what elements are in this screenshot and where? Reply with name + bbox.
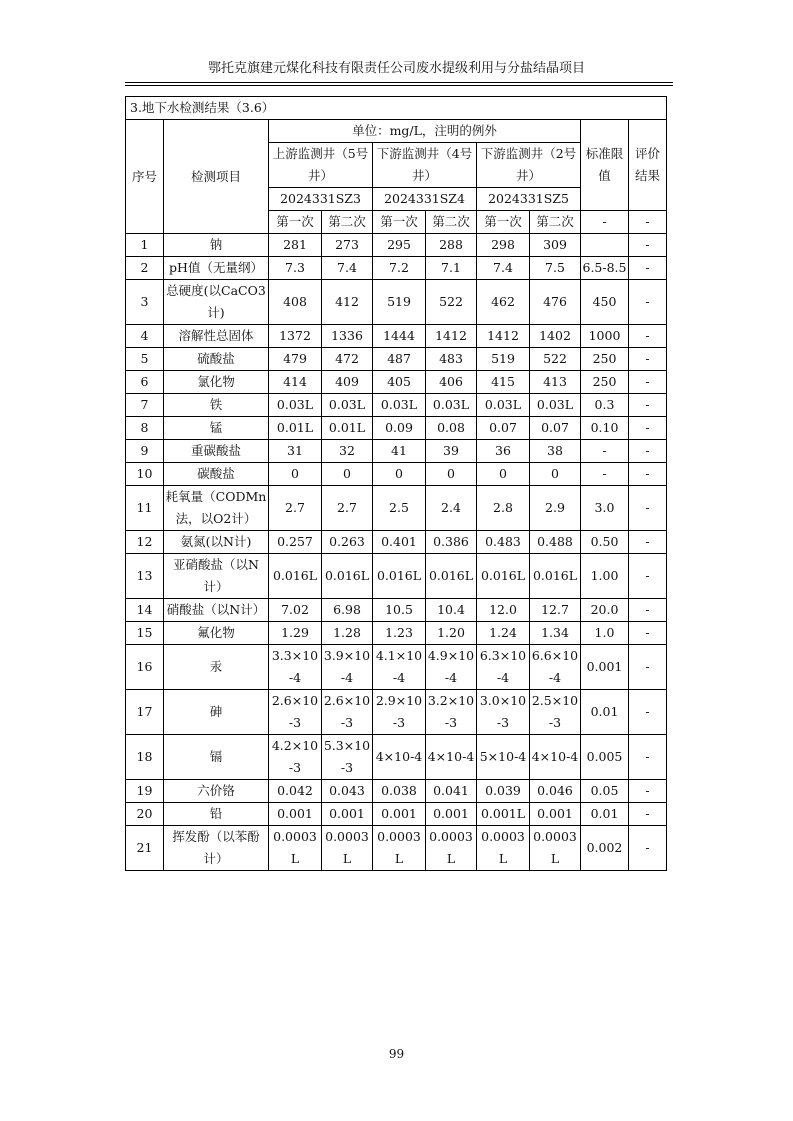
measured-value: 1.23 — [373, 622, 426, 645]
measured-value: 476 — [530, 280, 581, 325]
measured-value: 1.29 — [269, 622, 322, 645]
measured-value: 41 — [373, 440, 426, 463]
table-row — [126, 280, 667, 325]
measured-value: 0.016L — [269, 554, 322, 599]
row-number: 2 — [126, 257, 164, 280]
test-item: 氟化物 — [164, 622, 269, 645]
measured-value: 0.046 — [530, 780, 581, 803]
measured-value: 6.6×10-4 — [530, 645, 581, 690]
measured-value: 281 — [269, 234, 322, 257]
measured-value: 0.03L — [477, 394, 530, 417]
measured-value: 3.3×10-4 — [269, 645, 322, 690]
document-header: 鄂托克旗建元煤化科技有限责任公司废水提级利用与分盐结晶项目 — [207, 61, 585, 76]
test-item: 氯化物 — [164, 371, 269, 394]
measured-value: 0.03L — [269, 394, 322, 417]
measured-value: 1.34 — [530, 622, 581, 645]
section-title: 3.地下水检测结果（3.6） — [126, 97, 667, 120]
measured-value: 522 — [530, 348, 581, 371]
measured-value: 0.01L — [322, 417, 373, 440]
measured-value: 6.3×10-4 — [477, 645, 530, 690]
measured-value: 0.01L — [269, 417, 322, 440]
table-row — [126, 622, 667, 645]
col-header-standard: 标准限值 — [581, 120, 629, 211]
measured-value: 12.7 — [530, 599, 581, 622]
measured-value: 2.7 — [269, 486, 322, 531]
evaluation-result: - — [629, 554, 667, 599]
measured-value: 295 — [373, 234, 426, 257]
standard-limit: 0.05 — [581, 780, 629, 803]
table-row — [126, 690, 667, 735]
measured-value: 0 — [269, 463, 322, 486]
measured-value: 2.5×10-3 — [530, 690, 581, 735]
measured-value: 0.001 — [322, 803, 373, 826]
measured-value: 1.28 — [322, 622, 373, 645]
measured-value: 414 — [269, 371, 322, 394]
measured-value: 0 — [322, 463, 373, 486]
measured-value: 0.09 — [373, 417, 426, 440]
standard-limit: 0.001 — [581, 645, 629, 690]
measured-value: 4.9×10-4 — [426, 645, 477, 690]
table-row — [126, 486, 667, 531]
measured-value: 1372 — [269, 325, 322, 348]
table-row — [126, 780, 667, 803]
test-item: pH值（无量纲） — [164, 257, 269, 280]
test-item: 汞 — [164, 645, 269, 690]
col-header-item: 检测项目 — [164, 120, 269, 234]
evaluation-result: - — [629, 826, 667, 871]
measured-value: 0 — [530, 463, 581, 486]
test-item: 氨氮(以N计) — [164, 531, 269, 554]
measured-value: 0.0003L — [530, 826, 581, 871]
row-number: 1 — [126, 234, 164, 257]
standard-limit: 20.0 — [581, 599, 629, 622]
standard-limit: 0.01 — [581, 803, 629, 826]
measured-value: 0.016L — [477, 554, 530, 599]
row-number: 19 — [126, 780, 164, 803]
standard-limit: 1000 — [581, 325, 629, 348]
standard-limit: 1.00 — [581, 554, 629, 599]
evaluation-result: - — [629, 803, 667, 826]
measured-value: 405 — [373, 371, 426, 394]
standard-limit: 250 — [581, 371, 629, 394]
measured-value: 0.257 — [269, 531, 322, 554]
measured-value: 0.03L — [426, 394, 477, 417]
col-header-evaluation: 评价结果 — [629, 120, 667, 211]
evaluation-result: - — [629, 690, 667, 735]
standard-limit: 0.3 — [581, 394, 629, 417]
test-item: 钠 — [164, 234, 269, 257]
standard-limit: - — [581, 440, 629, 463]
test-item: 铁 — [164, 394, 269, 417]
measured-value: 472 — [322, 348, 373, 371]
measured-value: 4×10-4 — [373, 735, 426, 780]
measured-value: 5.3×10-3 — [322, 735, 373, 780]
measured-value: 0.043 — [322, 780, 373, 803]
evaluation-result: - — [629, 394, 667, 417]
table-row — [126, 463, 667, 486]
measured-value: 479 — [269, 348, 322, 371]
test-item: 溶解性总固体 — [164, 325, 269, 348]
test-item: 砷 — [164, 690, 269, 735]
measured-value: 2.9×10-3 — [373, 690, 426, 735]
evaluation-result: - — [629, 325, 667, 348]
measured-value: 0.483 — [477, 531, 530, 554]
measured-value: 1.20 — [426, 622, 477, 645]
measured-value: 2.6×10-3 — [269, 690, 322, 735]
well-code: 2024331SZ5 — [477, 188, 581, 211]
row-number: 12 — [126, 531, 164, 554]
measured-value: 31 — [269, 440, 322, 463]
standard-limit: 1.0 — [581, 622, 629, 645]
measured-value: 0.07 — [477, 417, 530, 440]
measured-value: 0.03L — [373, 394, 426, 417]
measured-value: 1336 — [322, 325, 373, 348]
table-row — [126, 257, 667, 280]
evaluation-result: - — [629, 622, 667, 645]
measured-value: 406 — [426, 371, 477, 394]
standard-limit: 0.10 — [581, 417, 629, 440]
table-row — [126, 234, 667, 257]
evaluation-result: - — [629, 440, 667, 463]
measured-value: 2.5 — [373, 486, 426, 531]
measured-value: 0.0003L — [322, 826, 373, 871]
standard-subheader: - — [581, 211, 629, 234]
measured-value: 32 — [322, 440, 373, 463]
test-item: 铅 — [164, 803, 269, 826]
test-item: 挥发酚（以苯酚计） — [164, 826, 269, 871]
measured-value: 1.24 — [477, 622, 530, 645]
measured-value: 0.039 — [477, 780, 530, 803]
row-number: 13 — [126, 554, 164, 599]
measured-value: 0.016L — [530, 554, 581, 599]
measured-value: 39 — [426, 440, 477, 463]
measured-value: 4×10-4 — [426, 735, 477, 780]
evaluation-result: - — [629, 371, 667, 394]
measured-value: 0.03L — [530, 394, 581, 417]
measured-value: 0.0003L — [477, 826, 530, 871]
measured-value: 0.08 — [426, 417, 477, 440]
measured-value: 0.001 — [269, 803, 322, 826]
measured-value: 0.07 — [530, 417, 581, 440]
measured-value: 483 — [426, 348, 477, 371]
standard-limit: 6.5-8.5 — [581, 257, 629, 280]
measured-value: 0.016L — [373, 554, 426, 599]
measured-value: 10.5 — [373, 599, 426, 622]
well-code: 2024331SZ3 — [269, 188, 373, 211]
measured-value: 36 — [477, 440, 530, 463]
measured-value: 0 — [426, 463, 477, 486]
measured-value: 3.0×10-3 — [477, 690, 530, 735]
well-name: 上游监测井（5号井） — [269, 143, 373, 188]
measured-value: 2.8 — [477, 486, 530, 531]
measured-value: 6.98 — [322, 599, 373, 622]
test-item: 亚硝酸盐（以N计） — [164, 554, 269, 599]
standard-limit: 0.01 — [581, 690, 629, 735]
table-row — [126, 826, 667, 871]
measured-value: 0 — [477, 463, 530, 486]
standard-limit: 3.0 — [581, 486, 629, 531]
measured-value: 415 — [477, 371, 530, 394]
measured-value: 0.386 — [426, 531, 477, 554]
measured-value: 522 — [426, 280, 477, 325]
measured-value: 462 — [477, 280, 530, 325]
row-number: 10 — [126, 463, 164, 486]
measured-value: 1444 — [373, 325, 426, 348]
measured-value: 0.041 — [426, 780, 477, 803]
measured-value: 273 — [322, 234, 373, 257]
measured-value: 0.001L — [477, 803, 530, 826]
measured-value: 309 — [530, 234, 581, 257]
row-number: 18 — [126, 735, 164, 780]
measured-value: 10.4 — [426, 599, 477, 622]
table-row — [126, 645, 667, 690]
sample-first: 第一次 — [477, 211, 530, 234]
measured-value: 0.401 — [373, 531, 426, 554]
sample-second: 第二次 — [322, 211, 373, 234]
sample-first: 第一次 — [373, 211, 426, 234]
test-item: 锰 — [164, 417, 269, 440]
measured-value: 12.0 — [477, 599, 530, 622]
table-row — [126, 531, 667, 554]
measured-value: 7.02 — [269, 599, 322, 622]
measured-value: 3.2×10-3 — [426, 690, 477, 735]
standard-limit — [581, 234, 629, 257]
measured-value: 413 — [530, 371, 581, 394]
standard-limit: - — [581, 463, 629, 486]
evaluation-result: - — [629, 234, 667, 257]
sample-second: 第二次 — [530, 211, 581, 234]
evaluation-result: - — [629, 780, 667, 803]
measured-value: 0 — [373, 463, 426, 486]
measured-value: 2.9 — [530, 486, 581, 531]
well-code: 2024331SZ4 — [373, 188, 477, 211]
row-number: 21 — [126, 826, 164, 871]
measured-value: 0.0003L — [426, 826, 477, 871]
standard-limit: 0.005 — [581, 735, 629, 780]
sample-second: 第二次 — [426, 211, 477, 234]
unit-note: 单位：mg/L，注明的例外 — [269, 120, 581, 143]
measured-value: 7.1 — [426, 257, 477, 280]
standard-limit: 250 — [581, 348, 629, 371]
sample-first: 第一次 — [269, 211, 322, 234]
evaluation-result: - — [629, 280, 667, 325]
measured-value: 0.0003L — [269, 826, 322, 871]
measured-value: 3.9×10-4 — [322, 645, 373, 690]
measured-value: 5×10-4 — [477, 735, 530, 780]
table-row — [126, 394, 667, 417]
measured-value: 0.038 — [373, 780, 426, 803]
measured-value: 0.263 — [322, 531, 373, 554]
measured-value: 0.488 — [530, 531, 581, 554]
test-item: 耗氧量（CODMn法，以O2计） — [164, 486, 269, 531]
table-row — [126, 325, 667, 348]
table-row — [126, 803, 667, 826]
page-number: 99 — [388, 1047, 405, 1061]
test-item: 镉 — [164, 735, 269, 780]
evaluation-result: - — [629, 645, 667, 690]
measured-value: 4.1×10-4 — [373, 645, 426, 690]
table-row — [126, 348, 667, 371]
measured-value: 0.03L — [322, 394, 373, 417]
measured-value: 7.2 — [373, 257, 426, 280]
measured-value: 288 — [426, 234, 477, 257]
measured-value: 0.016L — [426, 554, 477, 599]
table-row — [126, 599, 667, 622]
measured-value: 0.016L — [322, 554, 373, 599]
measured-value: 38 — [530, 440, 581, 463]
test-item: 重碳酸盐 — [164, 440, 269, 463]
row-number: 17 — [126, 690, 164, 735]
col-header-seq: 序号 — [126, 120, 164, 234]
measured-value: 298 — [477, 234, 530, 257]
measured-value: 409 — [322, 371, 373, 394]
measured-value: 0.001 — [426, 803, 477, 826]
evaluation-result: - — [629, 735, 667, 780]
standard-limit: 0.50 — [581, 531, 629, 554]
measured-value: 0.001 — [530, 803, 581, 826]
evaluation-result: - — [629, 531, 667, 554]
measured-value: 1412 — [477, 325, 530, 348]
measured-value: 0.0003L — [373, 826, 426, 871]
measured-value: 7.3 — [269, 257, 322, 280]
row-number: 9 — [126, 440, 164, 463]
measured-value: 4.2×10-3 — [269, 735, 322, 780]
row-number: 14 — [126, 599, 164, 622]
row-number: 3 — [126, 280, 164, 325]
evaluation-result: - — [629, 463, 667, 486]
measured-value: 7.4 — [322, 257, 373, 280]
row-number: 20 — [126, 803, 164, 826]
evaluation-result: - — [629, 486, 667, 531]
header-rule-secondary — [125, 85, 673, 86]
measured-value: 408 — [269, 280, 322, 325]
measured-value: 2.7 — [322, 486, 373, 531]
row-number: 7 — [126, 394, 164, 417]
groundwater-results-table — [125, 96, 667, 871]
well-name: 下游监测井（2号井） — [477, 143, 581, 188]
test-item: 六价铬 — [164, 780, 269, 803]
measured-value: 7.4 — [477, 257, 530, 280]
measured-value: 4×10-4 — [530, 735, 581, 780]
evaluation-result: - — [629, 417, 667, 440]
table-row — [126, 440, 667, 463]
measured-value: 412 — [322, 280, 373, 325]
measured-value: 1412 — [426, 325, 477, 348]
measured-value: 2.6×10-3 — [322, 690, 373, 735]
test-item: 硝酸盐（以N计） — [164, 599, 269, 622]
table-row — [126, 554, 667, 599]
row-number: 8 — [126, 417, 164, 440]
test-item: 总硬度(以CaCO3计) — [164, 280, 269, 325]
measured-value: 487 — [373, 348, 426, 371]
row-number: 16 — [126, 645, 164, 690]
table-row — [126, 417, 667, 440]
evaluation-result: - — [629, 348, 667, 371]
well-name: 下游监测井（4号井） — [373, 143, 477, 188]
measured-value: 1402 — [530, 325, 581, 348]
measured-value: 519 — [477, 348, 530, 371]
row-number: 5 — [126, 348, 164, 371]
measured-value: 7.5 — [530, 257, 581, 280]
row-number: 4 — [126, 325, 164, 348]
test-item: 硫酸盐 — [164, 348, 269, 371]
standard-limit: 450 — [581, 280, 629, 325]
evaluation-result: - — [629, 257, 667, 280]
row-number: 11 — [126, 486, 164, 531]
header-rule — [125, 82, 673, 83]
measured-value: 519 — [373, 280, 426, 325]
measured-value: 0.001 — [373, 803, 426, 826]
row-number: 15 — [126, 622, 164, 645]
table-row — [126, 371, 667, 394]
standard-limit: 0.002 — [581, 826, 629, 871]
evaluation-subheader: - — [629, 211, 667, 234]
row-number: 6 — [126, 371, 164, 394]
measured-value: 2.4 — [426, 486, 477, 531]
table-row — [126, 735, 667, 780]
evaluation-result: - — [629, 599, 667, 622]
measured-value: 0.042 — [269, 780, 322, 803]
test-item: 碳酸盐 — [164, 463, 269, 486]
